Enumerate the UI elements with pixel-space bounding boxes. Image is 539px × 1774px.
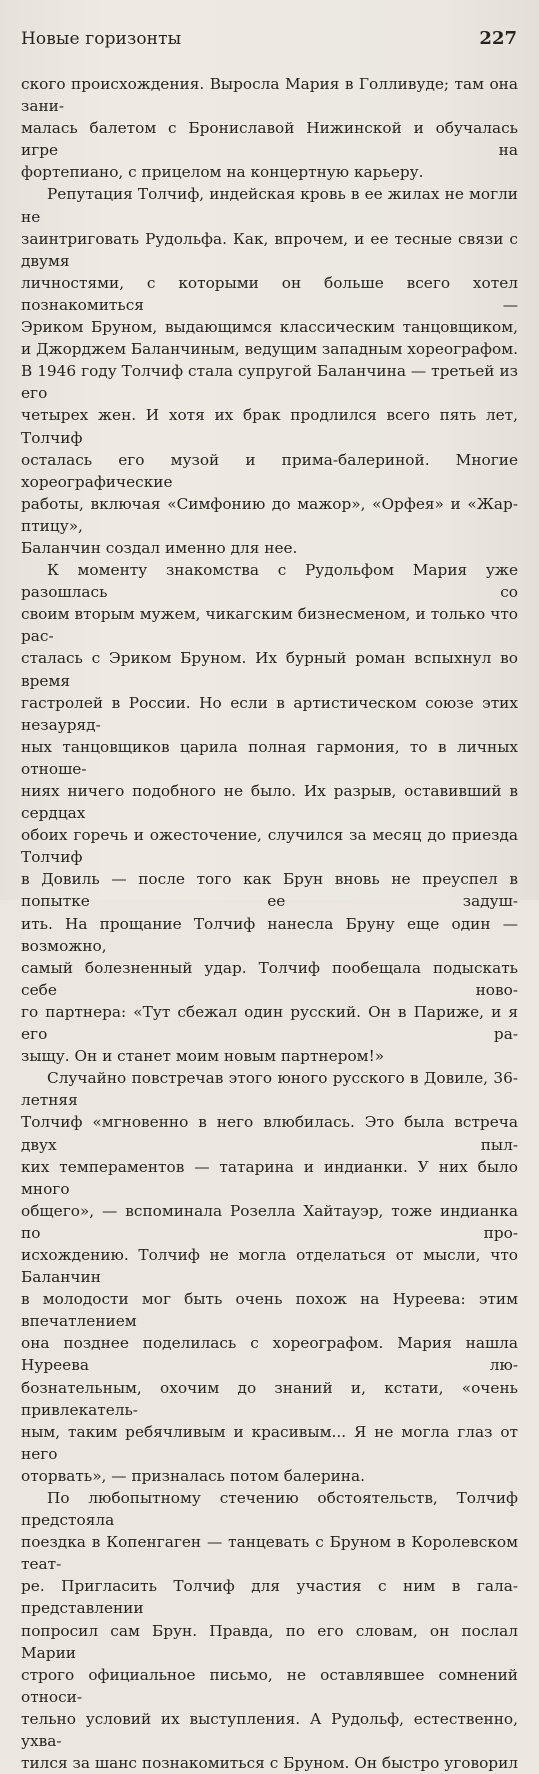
text-line: ского происхождения. Выросла Мария в Голливуде; там она зани- [21,75,518,116]
text-line: тился за шанс познакомиться с Бруном. Он быстро уговорил [21,1754,518,1773]
text-line: тельно условий их выступления. А Рудольф, естественно, ухва- [21,1709,518,1751]
text-line: К моменту знакомства с Рудольфом Мария уже разошлась со [21,561,518,602]
text-line: самый болезненный удар. Толчиф пообещала подыскать себе ново- [21,958,518,999]
text-line: бознательным, охочим до знаний и, кстати, «очень привлекатель- [21,1378,518,1419]
text-line: ре. Пригласить Толчиф для участия с ним в гала-представлении [21,1577,518,1618]
text-line: осталась его музой и прима-балериной. Многие хореографические [21,450,518,491]
text-line: зыщу. Он и станет моим новым партнером!» [21,1047,385,1066]
text-line: обоих горечь и ожесточение, случился за месяц до приезда Толчиф [21,826,518,867]
text-line: Репутация Толчиф, индейская кровь в ее жилах не могли не [21,185,518,226]
text-line: ить. На прощание Толчиф нанесла Бруну еще один — возможно, [21,914,518,955]
text-line: оторвать», — призналась потом балерина. [21,1466,365,1485]
text-line: го партнера: «Тут сбежал один русский. Он в Париже, и я его ра- [21,1002,518,1044]
text-line: В 1946 году Толчиф стала супругой Баланчина — третьей из его [21,362,518,403]
text-line: поездка в Копенгаген — танцевать с Бруном в Королевском теат- [21,1533,518,1574]
text-line: исхождению. Толчиф не могла отделаться от мысли, что Баланчин [21,1245,518,1287]
text-line: гастролей в России. Но если в артистическом союзе этих незауряд- [21,693,518,734]
text-line: малась балетом с Брониславой Нижинской и обучалась игре на [21,119,518,160]
text-line: ких темпераментов — татарина и индианки. У них было много [21,1157,518,1198]
text-line: Толчиф «мгновенно в него влюбилась. Это была встреча двух пыл- [21,1113,518,1154]
text-line: четырех жен. И хотя их брак продлился всего пять лет, Толчиф [21,406,518,447]
text-line: попросил сам Брун. Правда, по его словам, он послал Марии [21,1621,518,1662]
text-line: она позднее поделилась с хореографом. Мария нашла Нуреева лю- [21,1334,518,1375]
text-line: строго официальное письмо, не оставлявшее сомнений относи- [21,1665,518,1706]
text-line: своим вторым мужем, чикагским бизнесменом, и только что рас- [21,605,518,646]
text-line: По любопытному стечению обстоятельств, Толчиф предстояла [21,1489,518,1530]
text-line: ных танцовщиков царила полная гармония, то в личных отноше- [21,737,518,778]
text-line: работы, включая «Симфонию до мажор», «Орфея» и «Жар-птицу», [21,494,518,535]
page-number: 227 [479,28,517,49]
text-line: личностями, с которыми он больше всего хотел познакомиться — [21,273,518,314]
running-head [21,28,518,58]
text-line: Эриком Бруном, выдающимся классическим танцовщиком, [21,318,518,337]
body-text [21,73,518,1774]
text-line: заинтриговать Рудольфа. Как, впрочем, и ее тесные связи с двумя [21,229,518,270]
text-line: общего», — вспоминала Розелла Хайтауэр, тоже индианка по про- [21,1201,518,1242]
text-line: ным, таким ребячливым и красивым... Я не могла глаз от него [21,1422,518,1463]
text-line: ниях ничего подобного не было. Их разрыв, оставивший в сердцах [21,782,518,823]
text-line: Баланчин создал именно для нее. [21,538,298,557]
text-line: сталась с Эриком Бруном. Их бурный роман вспыхнул во время [21,649,518,690]
text-line: в Довиль — после того как Брун вновь не преуспел в попытке ее задуш- [21,870,518,911]
text-line: Случайно повстречав этого юного русского в Довиле, 36-летняя [21,1069,518,1110]
running-title: Новые горизонты [21,29,182,49]
text-line: в молодости мог быть очень похож на Нуреева: этим впечатлением [21,1290,518,1331]
text-line: фортепиано, с прицелом на концертную карьеру. [21,163,424,182]
text-line: и Джорджем Баланчиным, ведущим западным хореографом. [21,340,518,359]
